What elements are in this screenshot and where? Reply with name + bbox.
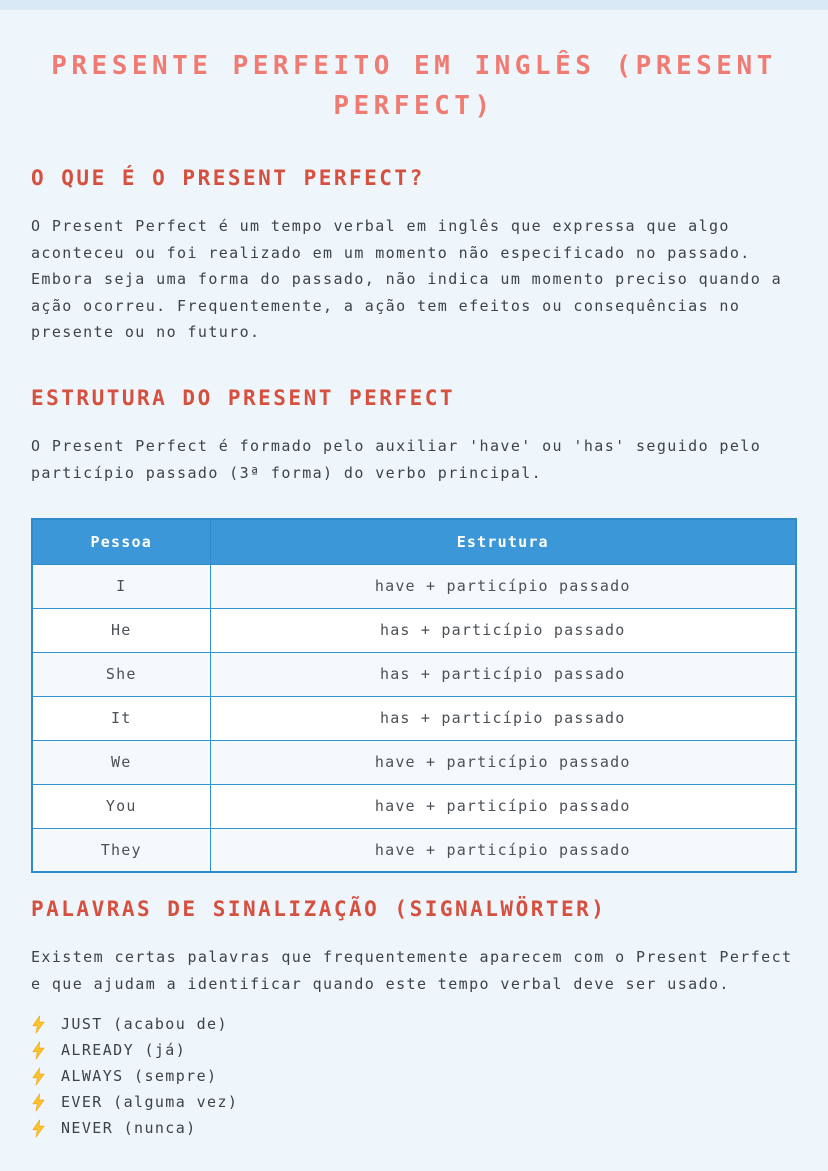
top-accent-strip [0, 0, 828, 10]
cell-estrutura: have + particípio passado [210, 784, 796, 828]
paragraph-what-is: O Present Perfect é um tempo verbal em inglês que expressa que algo aconteceu ou foi realizado em um momento não especificado no passado. Embora seja uma forma do passado, não indica um momento preciso quando a ação ocorreu. Frequentemente, a ação tem efeitos ou consequências no presente ou no futuro. [31, 217, 783, 342]
cell-estrutura: has + particípio passado [210, 696, 796, 740]
table-row [32, 564, 796, 608]
paragraph-structure: O Present Perfect é formado pelo auxiliar 'have' ou 'has' seguido pelo particípio passado (3ª forma) do verbo principal. [31, 436, 762, 482]
table-row [32, 784, 796, 828]
list-item [31, 1015, 797, 1033]
section-heading-signal-words: PALAVRAS DE SINALIZAÇÃO (SIGNALWÖRTER) [31, 897, 607, 922]
signal-word-label: ALWAYS (sempre) [61, 1067, 218, 1086]
cell-estrutura: has + particípio passado [210, 608, 796, 652]
structure-table [31, 518, 797, 873]
section-heading-what-is: O QUE É O PRESENT PERFECT? [31, 166, 425, 190]
cell-pessoa: It [32, 696, 210, 740]
signal-word-label: JUST (acabou de) [61, 1015, 228, 1034]
signal-word-label: EVER (alguma vez) [61, 1093, 239, 1112]
cell-pessoa: We [32, 740, 210, 784]
table-row [32, 696, 796, 740]
table-row [32, 740, 796, 784]
signal-words-list [31, 1015, 797, 1137]
signal-word-label: ALREADY (já) [61, 1041, 187, 1060]
document-page [0, 46, 828, 1137]
signal-word-label: NEVER (nunca) [61, 1119, 197, 1138]
list-item [31, 1067, 797, 1085]
table-row [32, 652, 796, 696]
table-header-row [32, 519, 796, 564]
cell-estrutura: have + particípio passado [210, 564, 796, 608]
table-row [32, 608, 796, 652]
table-row [32, 828, 796, 872]
lightning-icon [31, 1119, 46, 1138]
cell-pessoa: You [32, 784, 210, 828]
cell-pessoa: He [32, 608, 210, 652]
list-item [31, 1093, 797, 1111]
column-header-estrutura: Estrutura [210, 519, 796, 564]
cell-estrutura: has + particípio passado [210, 652, 796, 696]
cell-pessoa: I [32, 564, 210, 608]
cell-pessoa: She [32, 652, 210, 696]
cell-estrutura: have + particípio passado [210, 740, 796, 784]
column-header-pessoa: Pessoa [32, 519, 210, 564]
lightning-icon [31, 1067, 46, 1086]
page-title: PRESENTE PERFEITO EM INGLÊS (PRESENT PERFECT) [51, 51, 777, 121]
list-item [31, 1119, 797, 1137]
list-item [31, 1041, 797, 1059]
cell-pessoa: They [32, 828, 210, 872]
paragraph-signal-words: Existem certas palavras que frequentemente aparecem com o Present Perfect e que ajudam a identificar quando este tempo verbal deve ser usado. [31, 948, 793, 993]
lightning-icon [31, 1093, 46, 1112]
lightning-icon [31, 1015, 46, 1034]
cell-estrutura: have + particípio passado [210, 828, 796, 872]
section-heading-structure: ESTRUTURA DO PRESENT PERFECT [31, 385, 456, 410]
lightning-icon [31, 1041, 46, 1060]
